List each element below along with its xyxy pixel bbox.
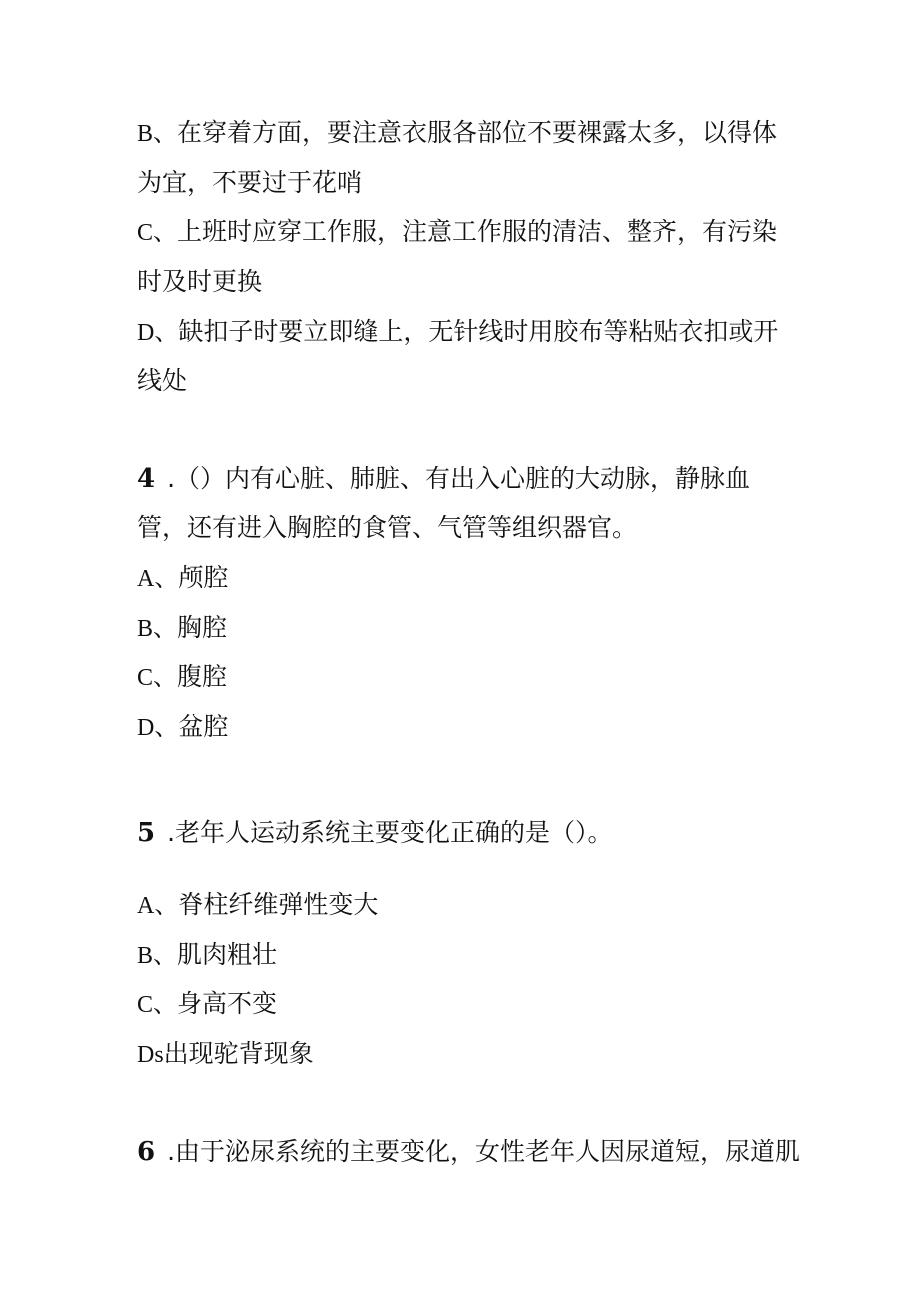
- option-d-continuation: 线处: [137, 366, 188, 395]
- question-4-option-b: B、胸腔: [137, 613, 228, 642]
- option-c-line: C、上班时应穿工作服，注意工作服的清洁、整齐，有污染: [137, 217, 778, 246]
- option-c-continuation: 时及时更换: [137, 267, 263, 296]
- question-4-option-a: A、颅腔: [137, 563, 229, 592]
- question-6-line-1: 6 .由于泌尿系统的主要变化，女性老年人因尿道短，尿道肌: [137, 1137, 801, 1167]
- question-5-line-1: 5 .老年人运动系统主要变化正确的是（）。: [137, 818, 613, 848]
- question-5-option-c: C、身高不变: [137, 989, 278, 1018]
- question-4-option-d: D、盆腔: [137, 712, 229, 741]
- option-d-line: D、缺扣子时要立即缝上，无针线时用胶布等粘贴衣扣或开: [137, 317, 779, 346]
- question-5-option-d: Ds出现驼背现象: [137, 1039, 314, 1068]
- question-number: 5: [137, 818, 156, 848]
- question-5-option-a: A、脊柱纤维弹性变大: [137, 890, 379, 919]
- option-b-line: B、在穿着方面，要注意衣服各部位不要裸露太多，以得体: [137, 118, 778, 147]
- question-5-option-b: B、肌肉粗壮: [137, 940, 278, 969]
- question-number: 6: [137, 1137, 156, 1167]
- question-4-option-c: C、腹腔: [137, 662, 228, 691]
- question-4-line-1: 4 .（）内有心脏、肺脏、有出入心脏的大动脉，静脉血: [137, 464, 751, 494]
- option-b-continuation: 为宜，不要过于花哨: [137, 168, 363, 197]
- question-number: 4: [137, 464, 156, 494]
- question-4-line-2: 管，还有进入胸腔的食管、气管等组织器官。: [137, 513, 638, 542]
